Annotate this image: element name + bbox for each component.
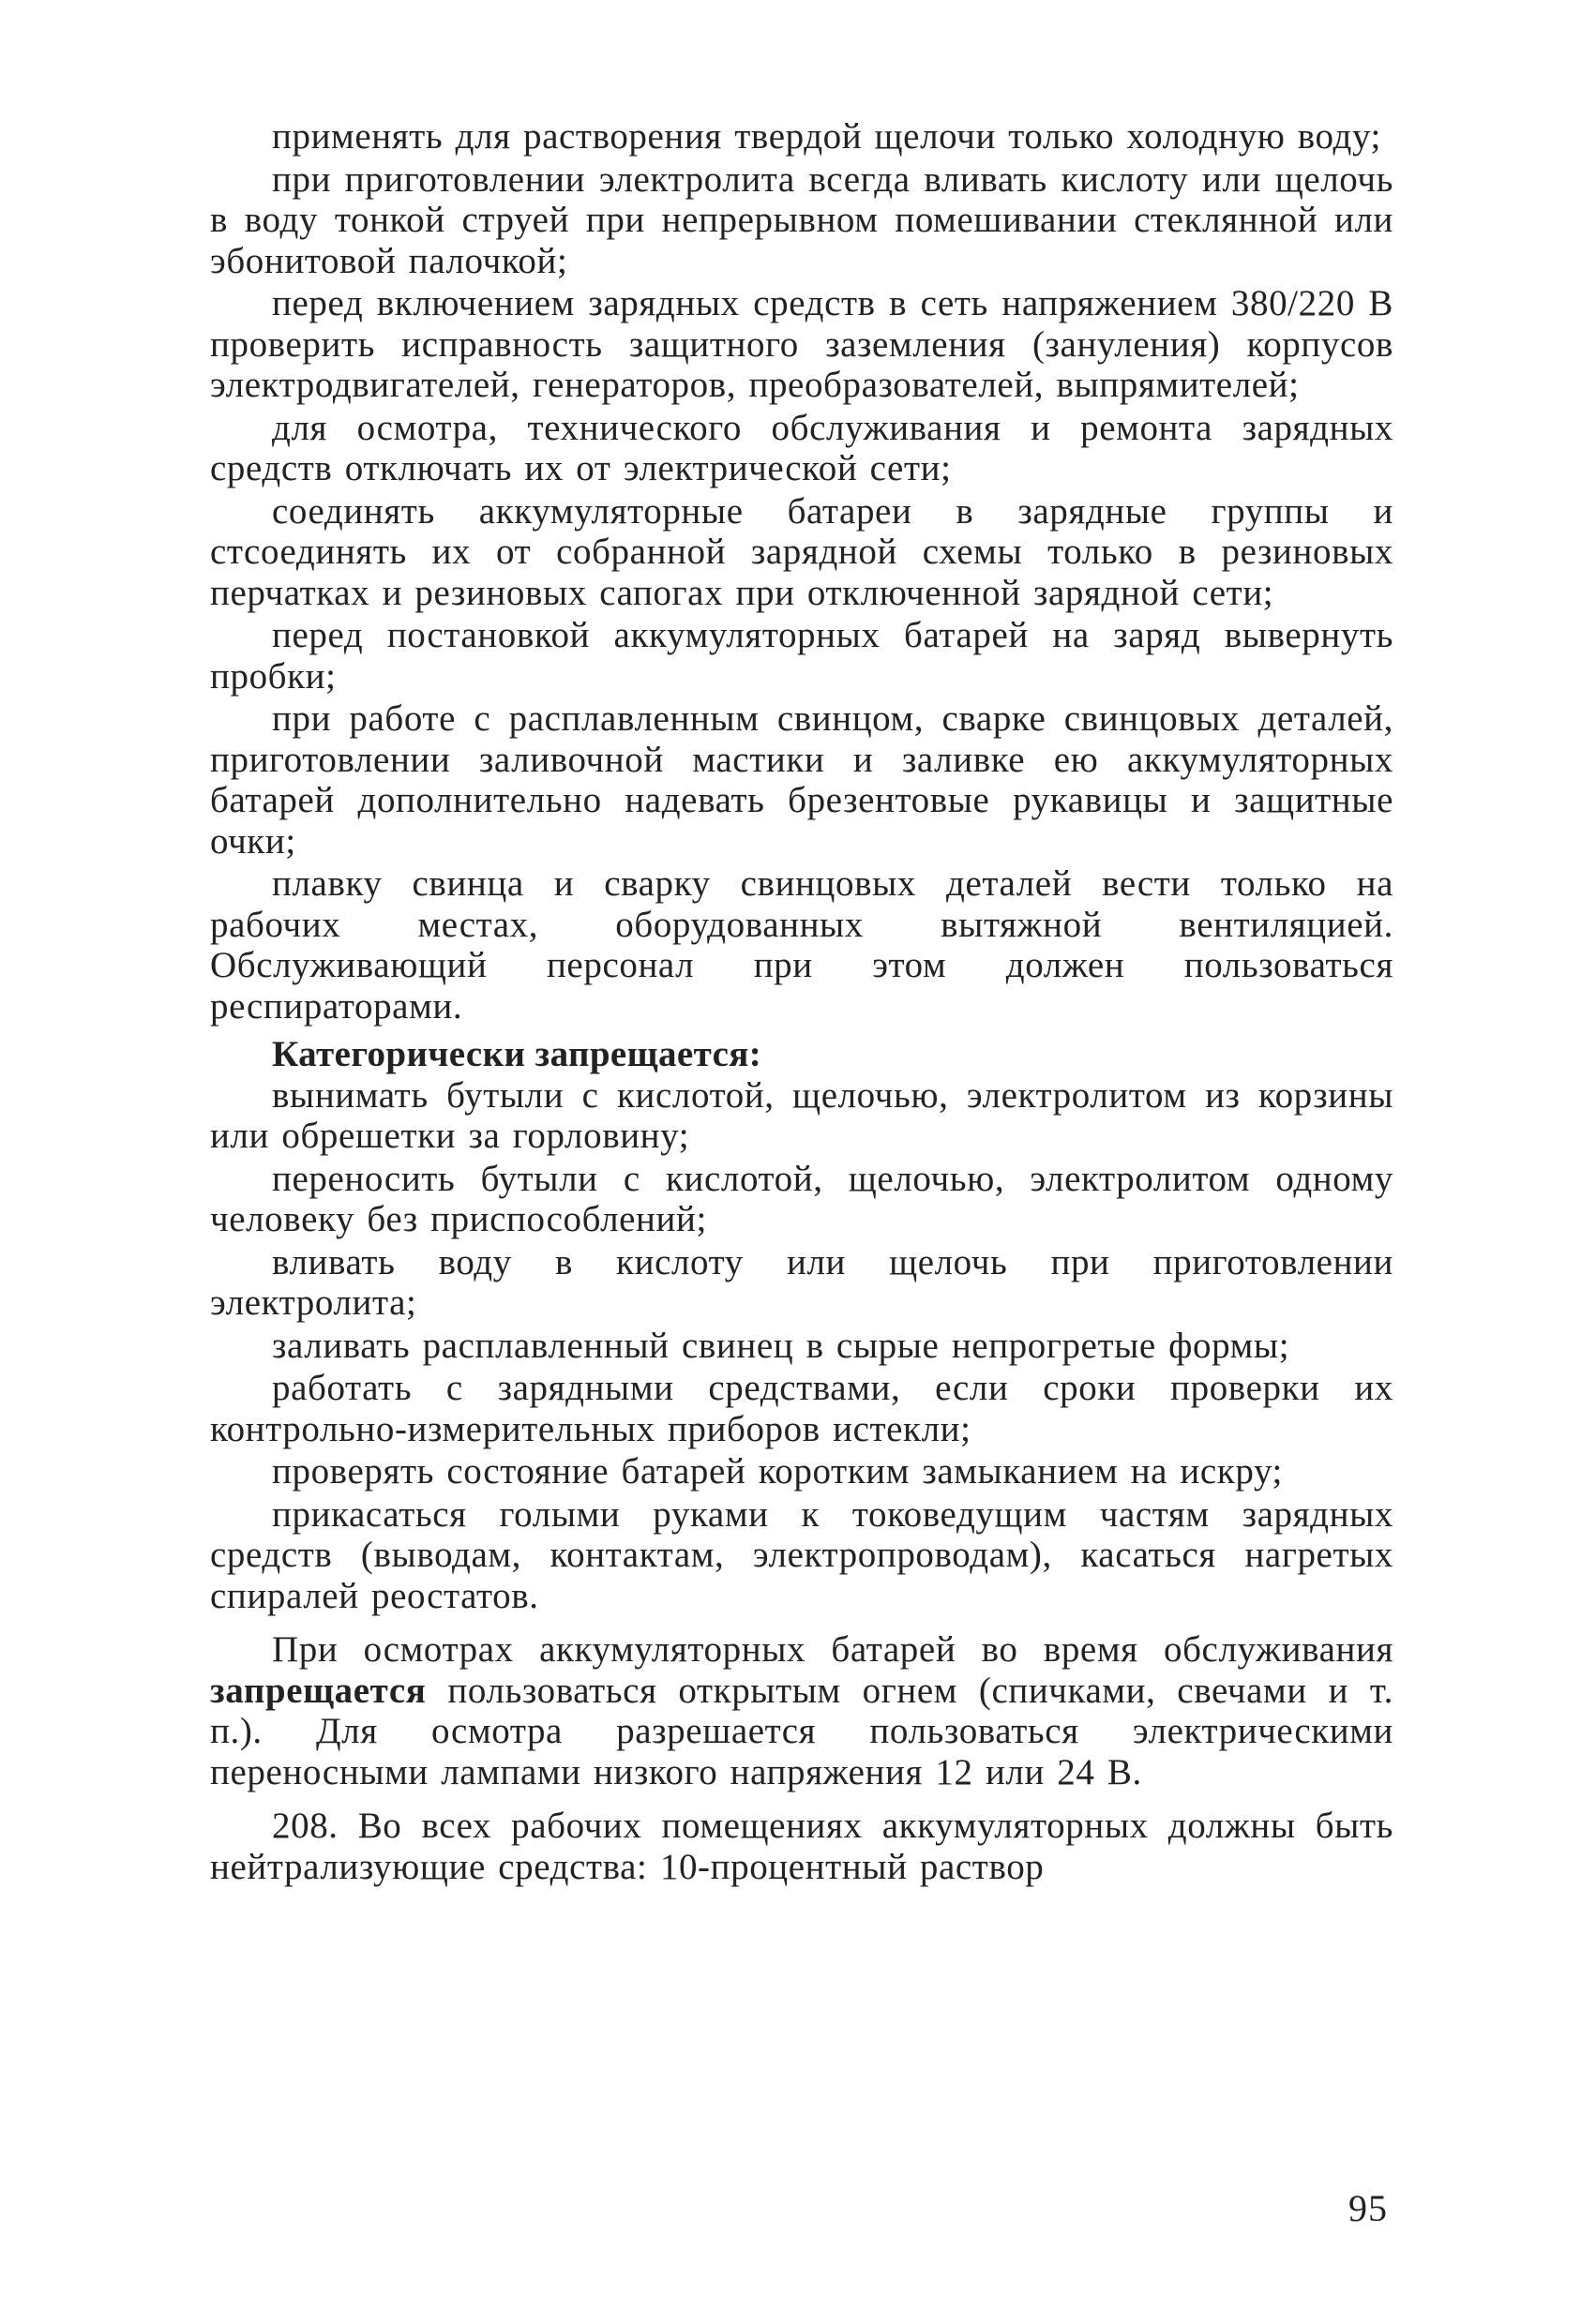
safety-item: для осмотра, технического обслуживания и ремонта зарядных средств отключать их от электрической сети; [210,407,1393,488]
safety-item: перед включением зарядных средств в сеть напряжением 380/220 В проверить исправность защитного заземления (зануления) корпусов электродвигателей, генераторов, преобразователей, выпрямителей; [210,283,1393,405]
safety-item: применять для растворения твердой щелочи только холодную воду; [272,116,1381,157]
inspection-text-bold: запрещается [210,1670,427,1711]
inspection-text-after: пользоваться открытым огнем (спичками, свечами и т. п.). Для осмотра разрешается пользоваться электрическими переносными лампами низкого напряжения 12 или 24 В. [210,1670,1393,1792]
safety-item: соединять аккумуляторные батареи в зарядные группы и стсоединять их от собранной зарядной схемы только в резиновых перчатках и резиновых сапогах при отключенной зарядной сети; [210,490,1393,613]
prohibited-item: вынимать бутыли с кислотой, щелочью, электролитом из корзины или обрешетки за горловину; [210,1074,1393,1156]
inspection-paragraph [210,1629,1393,1792]
safety-item: перед постановкой аккумуляторных батарей на заряд вывернуть пробки; [210,615,1393,697]
inspection-text-before: При осмотрах аккумуляторных батарей во время обслуживания [272,1629,1393,1670]
prohibited-item: проверять состояние батарей коротким замыканием на искру; [272,1451,1283,1492]
prohibited-item: заливать расплавленный свинец в сырые непрогретые формы; [272,1325,1290,1366]
page-number: 95 [1348,2187,1388,2229]
prohibited-item: вливать воду в кислоту или щелочь при приготовлении электролита; [210,1241,1393,1323]
prohibited-item: переносить бутыли с кислотой, щелочью, электролитом одному человеку без приспособлений; [210,1158,1393,1239]
prohibited-item: прикасаться голыми руками к токоведущим частям зарядных средств (выводам, контактам, электропроводам), касаться нагретых спиралей реостатов. [210,1493,1393,1616]
prohibited-item: работать с зарядными средствами, если сроки проверки их контрольно-измерительных приборов истекли; [210,1368,1393,1449]
safety-item: при работе с расплавленным свинцом, сварке свинцовых деталей, приготовлении заливочной мастики и заливке ею аккумуляторных батарей дополнительно надевать брезентовые рукавицы и защитные очки; [210,698,1393,862]
safety-item: плавку свинца и сварку свинцовых деталей вести только на рабочих местах, оборудованных вытяжной вентиляцией. Обслуживающий персонал при этом должен пользоваться респираторами. [210,863,1393,1027]
text-column [210,116,1393,1887]
safety-item: при приготовлении электролита всегда вливать кислоту или щелочь в воду тонкой струей при непрерывном помешивании стеклянной или эбонитовой палочкой; [210,158,1393,281]
prohibited-heading: Категорически запрещается: [272,1034,762,1074]
clause-208: 208. Во всех рабочих помещениях аккумуляторных должны быть нейтрализующие средства: 10-процентный раствор [210,1806,1393,1887]
